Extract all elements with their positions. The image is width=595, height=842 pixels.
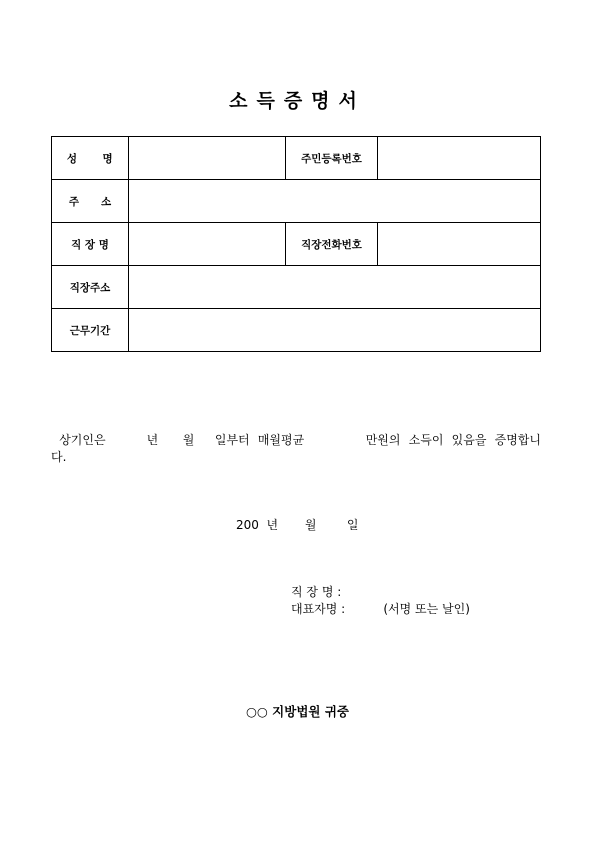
address-label: 주 소 (52, 180, 129, 223)
address-field[interactable] (129, 180, 541, 223)
certification-statement: 상기인은 년 월 일부터 매월평균 만원의 소득이 있음을 증명합니다. (51, 433, 541, 464)
employment-period-label: 근무기간 (52, 309, 129, 352)
court-addressee: ○○ 지방법원 귀중 (246, 704, 349, 719)
name-field[interactable] (129, 137, 286, 180)
workplace-address-label: 직장주소 (52, 266, 129, 309)
info-form-table (51, 136, 541, 352)
workplace-row (52, 223, 541, 266)
employment-period-row (52, 309, 541, 352)
signature-representative-line: 대표자명 : (서명 또는 날인) (291, 602, 470, 616)
document-title: 소득증명서 (229, 90, 366, 112)
employment-period-field[interactable] (129, 309, 541, 352)
workplace-address-row (52, 266, 541, 309)
resident-number-label: 주민등록번호 (286, 137, 378, 180)
workplace-field[interactable] (129, 223, 286, 266)
signature-block (291, 584, 470, 618)
signature-workplace-line: 직 장 명 : (291, 585, 342, 599)
name-row (52, 137, 541, 180)
issue-date: 200 년 월 일 (236, 518, 359, 532)
address-row (52, 180, 541, 223)
workplace-label: 직 장 명 (52, 223, 129, 266)
name-label: 성 명 (52, 137, 129, 180)
workplace-phone-field[interactable] (378, 223, 541, 266)
workplace-phone-label: 직장전화번호 (286, 223, 378, 266)
workplace-address-field[interactable] (129, 266, 541, 309)
resident-number-field[interactable] (378, 137, 541, 180)
